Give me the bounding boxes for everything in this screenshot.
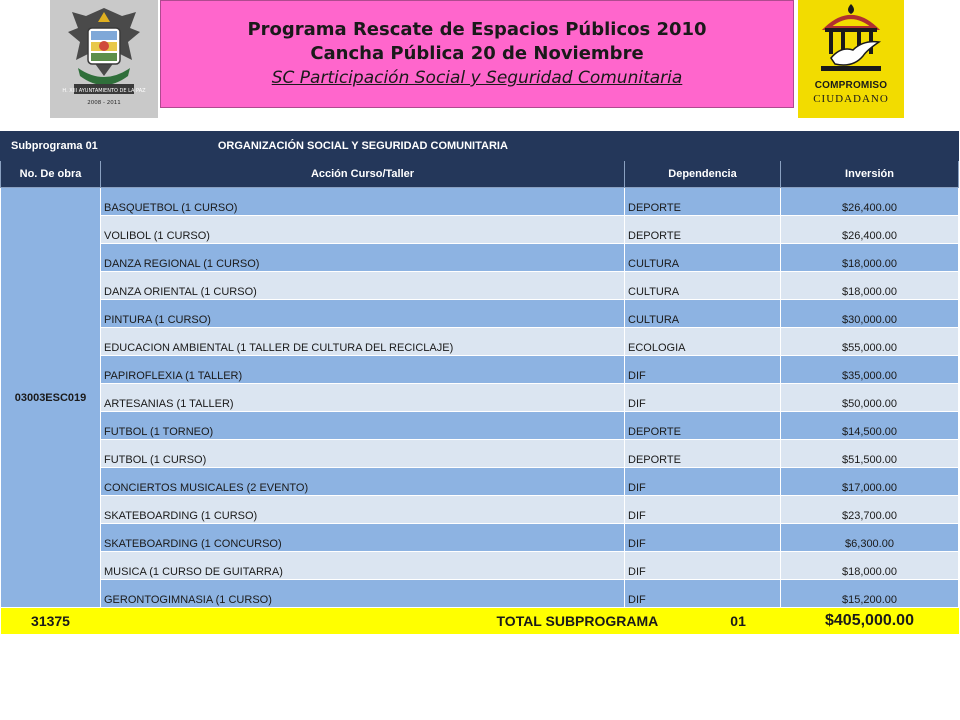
dependencia-cell: DIF (625, 524, 781, 552)
inversion-cell: $15,200.00 (781, 580, 959, 608)
accion-cell: MUSICA (1 CURSO DE GUITARRA) (101, 552, 625, 580)
table-row (1, 412, 959, 440)
total-subprogram-number: 01 (730, 613, 746, 629)
column-header-inversion: Inversión (781, 161, 959, 188)
obra-code-cell: 03003ESC019 (1, 188, 101, 608)
accion-cell: SKATEBOARDING (1 CONCURSO) (101, 524, 625, 552)
dependencia-cell: DEPORTE (625, 440, 781, 468)
table-row (1, 496, 959, 524)
program-subtitle: Cancha Pública 20 de Noviembre (310, 43, 644, 64)
inversion-cell: $14,500.00 (781, 412, 959, 440)
table-row (1, 580, 959, 608)
subprogram-spacer (625, 132, 781, 161)
inversion-cell: $35,000.00 (781, 356, 959, 384)
table-row (1, 384, 959, 412)
dependencia-cell: DEPORTE (625, 412, 781, 440)
inversion-cell: $17,000.00 (781, 468, 959, 496)
table-row (1, 468, 959, 496)
accion-cell: EDUCACION AMBIENTAL (1 TALLER DE CULTURA DEL RECICLAJE) (101, 328, 625, 356)
page-header (0, 0, 960, 120)
column-header-row (1, 161, 959, 188)
accion-cell: ARTESANIAS (1 TALLER) (101, 384, 625, 412)
dependencia-cell: DIF (625, 356, 781, 384)
accion-cell: CONCIERTOS MUSICALES (2 EVENTO) (101, 468, 625, 496)
compromiso-ciudadano-logo (798, 0, 904, 118)
ayuntamiento-logo (50, 0, 158, 118)
table-row (1, 552, 959, 580)
inversion-cell: $18,000.00 (781, 272, 959, 300)
total-label-cell (101, 608, 781, 635)
accion-cell: SKATEBOARDING (1 CURSO) (101, 496, 625, 524)
subprogram-header-row (1, 132, 959, 161)
table-row (1, 272, 959, 300)
program-title: Programa Rescate de Espacios Públicos 2010 (247, 19, 707, 40)
table-row (1, 356, 959, 384)
table-row (1, 524, 959, 552)
inversion-cell: $55,000.00 (781, 328, 959, 356)
column-header-accion: Acción Curso/Taller (101, 161, 625, 188)
dependencia-cell: CULTURA (625, 300, 781, 328)
dependencia-cell: DIF (625, 496, 781, 524)
dependencia-cell: DIF (625, 580, 781, 608)
eagle-emblem-icon (58, 2, 150, 114)
inversion-cell: $18,000.00 (781, 552, 959, 580)
dependencia-cell: DIF (625, 552, 781, 580)
inversion-cell: $26,400.00 (781, 188, 959, 216)
column-header-dependencia: Dependencia (625, 161, 781, 188)
accion-cell: PAPIROFLEXIA (1 TALLER) (101, 356, 625, 384)
dependencia-cell: ECOLOGIA (625, 328, 781, 356)
total-amount: $405,000.00 (781, 608, 959, 635)
logo-text-compromiso: COMPROMISO (814, 80, 888, 91)
accion-cell: VOLIBOL (1 CURSO) (101, 216, 625, 244)
dependencia-cell: DIF (625, 468, 781, 496)
accion-cell: PINTURA (1 CURSO) (101, 300, 625, 328)
table-row (1, 188, 959, 216)
accion-cell: DANZA ORIENTAL (1 CURSO) (101, 272, 625, 300)
total-count: 31375 (1, 608, 101, 635)
logo-caption-2: 2008 - 2011 (87, 100, 121, 106)
accion-cell: GERONTOGIMNASIA (1 CURSO) (101, 580, 625, 608)
column-header-obra: No. De obra (1, 161, 101, 188)
table-row (1, 300, 959, 328)
total-label: TOTAL SUBPROGRAMA (496, 613, 659, 629)
subprogram-name: ORGANIZACIÓN SOCIAL Y SEGURIDAD COMUNITARIA (217, 140, 508, 152)
table-row (1, 244, 959, 272)
table-row (1, 440, 959, 468)
subprogram-label: Subprograma 01 (11, 140, 98, 152)
dependencia-cell: CULTURA (625, 272, 781, 300)
subprogram-table (0, 131, 959, 634)
accion-cell: FUTBOL (1 CURSO) (101, 440, 625, 468)
accion-cell: BASQUETBOL (1 CURSO) (101, 188, 625, 216)
inversion-cell: $18,000.00 (781, 244, 959, 272)
logo-caption-1: H. XIII AYUNTAMIENTO DE LA PAZ (62, 88, 146, 94)
dependencia-cell: CULTURA (625, 244, 781, 272)
subprogram-spacer (781, 132, 959, 161)
dependencia-cell: DIF (625, 384, 781, 412)
subprogram-cell (1, 132, 625, 161)
department-title: SC Participación Social y Seguridad Comunitaria (271, 68, 683, 88)
accion-cell: DANZA REGIONAL (1 CURSO) (101, 244, 625, 272)
inversion-cell: $23,700.00 (781, 496, 959, 524)
inversion-cell: $26,400.00 (781, 216, 959, 244)
dependencia-cell: DEPORTE (625, 188, 781, 216)
dependencia-cell: DEPORTE (625, 216, 781, 244)
accion-cell: FUTBOL (1 TORNEO) (101, 412, 625, 440)
table-row (1, 328, 959, 356)
title-box (160, 0, 794, 108)
total-row (1, 608, 959, 635)
inversion-cell: $6,300.00 (781, 524, 959, 552)
inversion-cell: $50,000.00 (781, 384, 959, 412)
logo-text-ciudadano: CIUDADANO (813, 93, 889, 105)
inversion-cell: $51,500.00 (781, 440, 959, 468)
dove-kiosk-icon (801, 0, 901, 80)
inversion-cell: $30,000.00 (781, 300, 959, 328)
table-row (1, 216, 959, 244)
